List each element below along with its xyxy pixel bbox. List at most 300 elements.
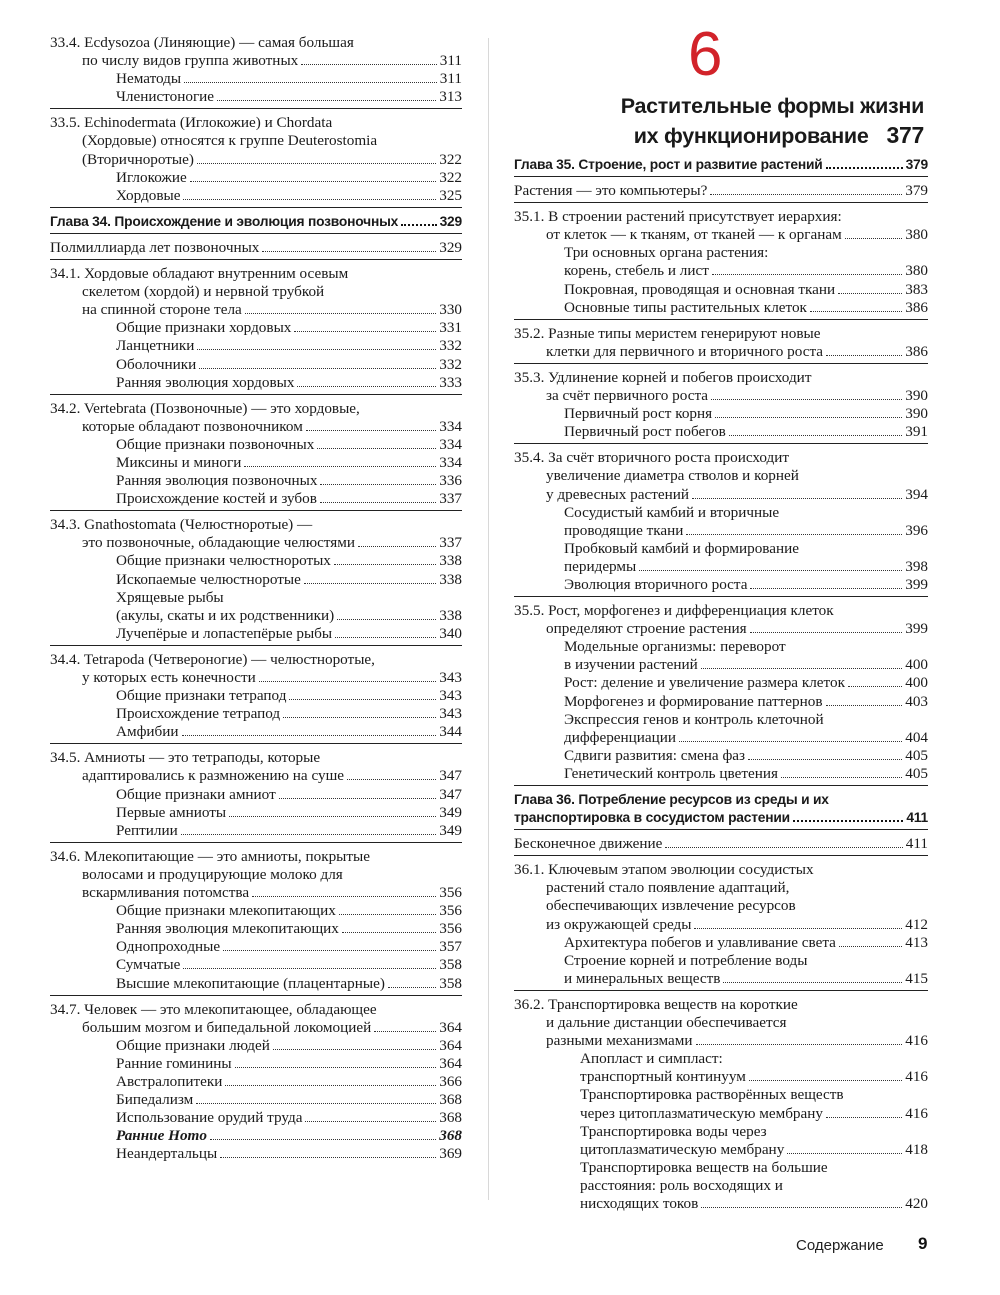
toc-section — [50, 114, 462, 207]
dot-leader — [711, 399, 902, 400]
toc-entry-page: 412 — [905, 915, 928, 933]
toc-entry-page: 337 — [439, 534, 462, 552]
toc-entry — [50, 651, 462, 669]
toc-entry-title: Три основных органа растения: — [564, 244, 769, 262]
toc-entry-title: 34.4. Tetrapoda (Четвероногие) — челюстноротые, — [50, 650, 375, 668]
dot-leader — [388, 987, 436, 988]
dot-leader — [715, 417, 902, 418]
toc-entry-title: 36.1. Ключевым этапом эволюции сосудистых — [514, 861, 814, 879]
toc-entry — [514, 540, 928, 558]
toc-entry-title: 36.2. Транспортировка веществ на короткие — [514, 995, 798, 1013]
dot-leader — [749, 1080, 902, 1081]
toc-entry-title: 35.4. За счёт вторичного роста происходит — [514, 449, 790, 467]
toc-entry-title: Первичный рост побегов — [564, 423, 726, 441]
dot-leader — [279, 798, 437, 799]
dot-leader — [839, 946, 902, 947]
dot-leader — [301, 64, 437, 65]
toc-entry-page: 396 — [905, 521, 928, 539]
toc-entry-title: 35.2. Разные типы меристем генерируют новые — [514, 324, 821, 342]
toc-chapter-heading — [50, 213, 462, 234]
footer-label: Содержание — [796, 1237, 884, 1254]
toc-entry — [50, 902, 462, 920]
toc-entry-page: 383 — [905, 280, 928, 298]
dot-leader — [810, 311, 902, 312]
toc-entry-page: 329 — [439, 238, 462, 256]
toc-entry — [514, 809, 928, 827]
dot-leader — [347, 779, 436, 780]
toc-entry-title: Глава 35. Строение, рост и развитие растений — [514, 157, 823, 172]
dot-leader — [686, 534, 902, 535]
toc-entry-title: в изучении растений — [564, 656, 698, 674]
toc-entry-title: Апопласт и симпласт: — [580, 1050, 723, 1068]
toc-entry-title: Нематоды — [116, 70, 182, 88]
toc-entry-title: Ранние гоминины — [116, 1054, 232, 1072]
toc-entry — [50, 1037, 462, 1055]
dot-leader — [183, 968, 436, 969]
toc-entry — [50, 1109, 462, 1127]
dot-leader — [197, 163, 436, 164]
toc-entry-title: Морфогенез и формирование паттернов — [564, 692, 823, 710]
toc-entry-page: 416 — [905, 1068, 928, 1086]
dot-leader — [701, 1207, 902, 1208]
toc-entry-title: 35.1. В строении растений присутствует иерархия: — [514, 208, 842, 226]
toc-entry — [50, 52, 462, 70]
toc-entry — [50, 786, 462, 804]
dot-leader — [182, 735, 437, 736]
toc-entry — [50, 337, 462, 355]
toc-entry — [50, 1091, 462, 1109]
toc-section — [514, 182, 928, 203]
part-title-line1: Растительные формы жизни — [620, 94, 924, 118]
toc-entry — [514, 602, 928, 620]
dot-leader — [283, 717, 436, 718]
toc-entry-title: 34.7. Человек — это млекопитающее, обладающее — [50, 1000, 377, 1018]
toc-entry — [50, 151, 462, 169]
toc-entry — [50, 301, 462, 319]
dot-leader — [289, 699, 436, 700]
toc-entry-title: корень, стебель и лист — [564, 262, 709, 280]
dot-leader — [199, 368, 436, 369]
toc-section — [514, 449, 928, 597]
toc-entry — [514, 486, 928, 504]
toc-entry — [50, 516, 462, 534]
dot-leader — [679, 741, 902, 742]
toc-entry-page: 333 — [439, 373, 462, 391]
toc-entry-page: 369 — [439, 1145, 462, 1163]
toc-entry — [514, 861, 928, 879]
toc-entry-page: 343 — [439, 687, 462, 705]
toc-entry-title: Транспортировка веществ на большие — [580, 1158, 828, 1176]
toc-entry-title: Эволюция вторичного роста — [564, 575, 748, 593]
toc-entry — [50, 1001, 462, 1019]
dot-leader — [750, 632, 903, 633]
toc-entry-title: Пробковый камбий и формирование — [564, 539, 800, 557]
toc-entry — [50, 239, 462, 257]
dot-leader — [306, 430, 436, 431]
toc-entry-title: Ископаемые челюстноротые — [116, 570, 301, 588]
dot-leader — [217, 100, 436, 101]
dot-leader — [696, 1044, 903, 1045]
dot-leader — [305, 1121, 436, 1122]
toc-entry-title: Сосудистый камбий и вторичные — [564, 503, 780, 521]
toc-section — [514, 325, 928, 364]
dot-leader — [723, 982, 902, 983]
toc-entry-page: 330 — [439, 301, 462, 319]
toc-entry-page: 347 — [439, 767, 462, 785]
toc-entry — [50, 187, 462, 205]
toc-entry-page: 357 — [439, 938, 462, 956]
dot-leader — [750, 588, 902, 589]
toc-entry-page: 394 — [905, 485, 928, 503]
toc-entry — [50, 88, 462, 106]
toc-entry-title: Амфибии — [116, 723, 179, 741]
toc-entry-page: 400 — [905, 656, 928, 674]
toc-section — [514, 602, 928, 786]
toc-entry-title: цитоплазматическую мембрану — [580, 1140, 785, 1158]
toc-entry-page: 334 — [439, 435, 462, 453]
dot-leader — [748, 759, 902, 760]
toc-entry-page: 325 — [439, 186, 462, 204]
toc-entry-title: Лучепёрые и лопастепёрые рыбы — [116, 624, 333, 642]
toc-entry — [514, 449, 928, 467]
toc-entry — [50, 283, 462, 301]
toc-entry-title: Бипедализм — [116, 1091, 194, 1109]
toc-entry-title: Ранние Homo — [116, 1127, 207, 1145]
toc-entry-page: 343 — [439, 669, 462, 686]
toc-entry-page: 400 — [905, 674, 928, 692]
toc-entry — [514, 638, 928, 656]
toc-entry-title: Хордовые — [116, 186, 181, 204]
toc-entry-page: 416 — [905, 1032, 928, 1050]
toc-entry-page: 390 — [905, 405, 928, 423]
toc-entry-title: 33.4. Ecdysozoa (Линяющие) — самая большая — [50, 34, 354, 51]
toc-entry-page: 415 — [905, 969, 928, 987]
toc-entry-page: 329 — [439, 213, 462, 229]
dot-leader — [294, 331, 436, 332]
dot-leader — [245, 313, 436, 314]
part-number: 6 — [688, 20, 723, 89]
toc-entry-page: 338 — [439, 570, 462, 588]
toc-entry — [514, 1123, 928, 1141]
toc-entry — [514, 522, 928, 540]
toc-entry — [50, 625, 462, 643]
toc-entry-title: и дальние дистанции обеспечивается — [546, 1014, 787, 1032]
toc-section — [514, 369, 928, 444]
toc-entry-page: 405 — [905, 746, 928, 764]
toc-entry — [514, 504, 928, 522]
toc-entry-title: вскармливания потомства — [82, 884, 250, 902]
dot-leader — [190, 181, 436, 182]
dot-leader — [826, 1117, 902, 1118]
dot-leader — [196, 1103, 436, 1104]
toc-entry-title: Однопроходные — [116, 938, 221, 956]
toc-entry-title: Растения — это компьютеры? — [514, 182, 708, 200]
toc-entry-page: 420 — [905, 1194, 928, 1212]
toc-entry-page: 404 — [905, 728, 928, 746]
dot-leader — [342, 932, 436, 933]
toc-entry — [50, 589, 462, 607]
toc-entry-title: транспортировка в сосудистом растении — [514, 810, 790, 826]
toc-entry — [50, 319, 462, 337]
dot-leader — [183, 199, 436, 200]
toc-entry-title: (акулы, скаты и их родственники) — [116, 606, 335, 624]
toc-entry — [514, 1086, 928, 1104]
toc-entry-page: 334 — [439, 417, 462, 435]
dot-leader — [223, 950, 436, 951]
toc-entry — [50, 822, 462, 840]
toc-entry — [514, 156, 928, 174]
part-title-line2: их функционирование — [633, 124, 869, 148]
part-page-number: 377 — [886, 122, 924, 148]
dot-leader — [181, 834, 437, 835]
toc-entry-title: Глава 34. Происхождение и эволюция позвоночных — [50, 213, 399, 229]
toc-entry — [50, 920, 462, 938]
toc-entry — [514, 387, 928, 405]
toc-entry — [514, 299, 928, 317]
dot-leader — [252, 896, 436, 897]
toc-entry — [50, 132, 462, 150]
toc-entry-title: Ранняя эволюция хордовых — [116, 373, 295, 391]
toc-entry — [514, 674, 928, 692]
toc-entry-title: Неандертальцы — [116, 1145, 218, 1163]
toc-entry-title: Происхождение тетрапод — [116, 705, 281, 723]
dot-leader — [848, 686, 902, 687]
dot-leader — [197, 349, 436, 350]
toc-entry — [50, 1055, 462, 1073]
toc-entry-title: 33.5. Echinodermata (Иглокожие) и Chordata — [50, 114, 333, 132]
toc-section — [514, 208, 928, 320]
toc-entry-page: 322 — [439, 168, 462, 186]
toc-entry — [514, 262, 928, 280]
toc-entry — [50, 1127, 462, 1145]
toc-entry-title: Первичный рост корня — [564, 405, 713, 423]
toc-entry-title: Рост: деление и увеличение размера клеток — [564, 674, 845, 692]
toc-entry-title: Модельные организмы: переворот — [564, 638, 786, 656]
toc-entry-page: 368 — [439, 1127, 462, 1145]
toc-section — [50, 1001, 462, 1166]
toc-entry — [50, 607, 462, 625]
toc-entry-title: у которых есть конечности — [82, 669, 256, 686]
toc-entry — [514, 182, 928, 200]
column-divider — [488, 38, 489, 1200]
toc-entry-title: через цитоплазматическую мембрану — [580, 1104, 823, 1122]
dot-leader — [793, 820, 903, 822]
toc-section — [50, 265, 462, 395]
toc-entry-title: Полмиллиарда лет позвоночных — [50, 238, 260, 256]
toc-entry-title: Экспрессия генов и контроль клеточной — [564, 710, 824, 728]
toc-entry-title: Архитектура побегов и улавливание света — [564, 933, 836, 951]
toc-entry — [514, 1159, 928, 1177]
dot-leader — [729, 435, 902, 436]
toc-section — [514, 835, 928, 856]
toc-section — [514, 996, 928, 1215]
toc-entry-page: 334 — [439, 453, 462, 471]
toc-entry-title: 34.2. Vertebrata (Позвоночные) — это хордовые, — [50, 399, 360, 417]
toc-entry — [514, 693, 928, 711]
toc-entry-title: 34.5. Амниоты — это тетраподы, которые — [50, 749, 321, 767]
toc-entry-page: 344 — [439, 723, 462, 741]
toc-entry-page: 398 — [905, 557, 928, 575]
dot-leader — [401, 224, 436, 226]
toc-entry-title: Миксины и миноги — [116, 453, 242, 471]
toc-entry-title: Членистоногие — [116, 88, 215, 106]
toc-entry — [50, 669, 462, 687]
toc-entry-page: 311 — [439, 70, 462, 88]
toc-entry — [514, 656, 928, 674]
toc-section — [50, 400, 462, 512]
toc-entry — [50, 472, 462, 490]
toc-entry-title: Покровная, проводящая и основная ткани — [564, 280, 836, 298]
toc-entry-page: 399 — [905, 575, 928, 593]
toc-entry — [50, 114, 462, 132]
toc-entry-title: разными механизмами — [546, 1032, 693, 1050]
toc-entry-title: Ланцетники — [116, 337, 195, 355]
toc-entry — [50, 34, 462, 52]
toc-entry-page: 368 — [439, 1109, 462, 1127]
toc-entry — [514, 467, 928, 485]
toc-entry — [514, 747, 928, 765]
toc-entry — [514, 1050, 928, 1068]
toc-entry — [50, 1073, 462, 1091]
dot-leader — [244, 466, 436, 467]
toc-entry-title: Общие признаки тетрапод — [116, 687, 287, 705]
toc-entry — [50, 749, 462, 767]
toc-entry-page: 379 — [905, 182, 928, 200]
toc-entry-page: 358 — [439, 974, 462, 992]
toc-entry — [514, 934, 928, 952]
dot-leader — [845, 238, 903, 239]
toc-entry-page: 391 — [905, 423, 928, 441]
dot-leader — [273, 1049, 436, 1050]
toc-entry — [514, 281, 928, 299]
toc-entry-title: перидермы — [564, 557, 637, 575]
toc-entry — [514, 226, 928, 244]
toc-entry-title: Первые амниоты — [116, 803, 227, 821]
toc-entry-page: 338 — [439, 552, 462, 570]
toc-entry-page: 386 — [905, 298, 928, 316]
toc-entry-title: Сумчатые — [116, 956, 181, 974]
toc-entry-title: Общие признаки млекопитающих — [116, 902, 336, 920]
toc-entry-title: Бесконечное движение — [514, 835, 663, 853]
toc-entry-page: 411 — [906, 810, 928, 826]
toc-entry — [514, 996, 928, 1014]
toc-entry-title: у древесных растений — [546, 485, 689, 503]
toc-entry-title: Общие признаки амниот — [116, 785, 276, 803]
toc-entry — [514, 369, 928, 387]
toc-entry-page: 322 — [439, 150, 462, 168]
toc-section — [514, 861, 928, 991]
toc-entry-page: 347 — [439, 785, 462, 803]
toc-entry — [50, 169, 462, 187]
toc-entry-page: 390 — [905, 387, 928, 405]
toc-chapter-heading — [514, 791, 928, 830]
toc-entry — [50, 804, 462, 822]
toc-entry-title: Хрящевые рыбы — [116, 588, 224, 606]
toc-entry-title: Транспортировка воды через — [580, 1122, 767, 1140]
dot-leader — [262, 251, 436, 252]
dot-leader — [235, 1067, 437, 1068]
toc-entry-page: 364 — [439, 1018, 462, 1036]
toc-entry — [50, 1019, 462, 1037]
dot-leader — [297, 386, 436, 387]
toc-entry-page: 340 — [439, 624, 462, 642]
toc-entry — [514, 879, 928, 897]
toc-entry — [50, 356, 462, 374]
dot-leader — [225, 1085, 436, 1086]
dot-leader — [320, 502, 436, 503]
toc-entry-title: дифференциации — [564, 728, 677, 746]
toc-entry — [514, 343, 928, 361]
toc-entry-title: Рептилии — [116, 821, 178, 839]
toc-entry-title: Общие признаки челюстноротых — [116, 552, 331, 570]
toc-entry — [514, 711, 928, 729]
toc-entry — [50, 1145, 462, 1163]
toc-entry-title: определяют строение растения — [546, 620, 747, 638]
toc-entry-page: 336 — [439, 472, 462, 490]
toc-chapter-heading — [514, 156, 928, 177]
toc-entry-page: 366 — [439, 1072, 462, 1090]
toc-right-column — [514, 156, 928, 1220]
toc-entry-page: 380 — [905, 262, 928, 280]
dot-leader — [826, 705, 903, 706]
toc-entry-title: которые обладают позвоночником — [82, 417, 303, 435]
toc-entry — [514, 1032, 928, 1050]
dot-leader — [358, 546, 436, 547]
toc-entry — [50, 705, 462, 723]
dot-leader — [320, 484, 436, 485]
toc-entry-title: Ранняя эволюция млекопитающих — [116, 920, 339, 938]
dot-leader — [781, 777, 902, 778]
toc-entry-page: 364 — [439, 1054, 462, 1072]
toc-entry-title: скелетом (хордой) и нервной трубкой — [82, 283, 325, 301]
toc-entry-page: 379 — [905, 157, 928, 172]
toc-entry — [514, 1014, 928, 1032]
toc-entry-page: 356 — [439, 884, 462, 902]
toc-entry — [50, 938, 462, 956]
dot-leader — [826, 167, 903, 169]
toc-entry-page: 416 — [905, 1104, 928, 1122]
toc-left-column — [50, 34, 462, 1170]
toc-entry-title: транспортный континуум — [580, 1068, 746, 1086]
dot-leader — [639, 570, 902, 571]
toc-entry-title: от клеток — к тканям, от тканей — к органам — [546, 226, 842, 244]
toc-entry-title: Общие признаки позвоночных — [116, 435, 315, 453]
toc-entry — [514, 952, 928, 970]
toc-entry — [514, 916, 928, 934]
toc-entry-title: Ранняя эволюция позвоночных — [116, 472, 318, 490]
toc-entry — [514, 1141, 928, 1159]
dot-leader — [701, 668, 902, 669]
toc-entry-page: 368 — [439, 1091, 462, 1109]
toc-entry — [514, 897, 928, 915]
dot-leader — [334, 564, 436, 565]
toc-entry-title: растений стало появление адаптаций, — [546, 879, 790, 897]
toc-entry — [50, 687, 462, 705]
toc-entry-page: 349 — [439, 821, 462, 839]
toc-entry-page: 331 — [439, 319, 462, 337]
dot-leader — [229, 816, 436, 817]
dot-leader — [304, 583, 436, 584]
toc-section — [50, 516, 462, 646]
toc-entry-title: Использование орудий труда — [116, 1109, 303, 1127]
toc-entry-title: адаптировались к размножению на суше — [82, 767, 345, 785]
toc-entry-page: 358 — [439, 956, 462, 974]
toc-entry-page: 332 — [439, 355, 462, 373]
toc-entry-page: 399 — [905, 620, 928, 638]
toc-entry-title: 34.3. Gnathostomata (Челюстноротые) — — [50, 516, 313, 534]
toc-entry — [50, 552, 462, 570]
toc-entry — [50, 436, 462, 454]
